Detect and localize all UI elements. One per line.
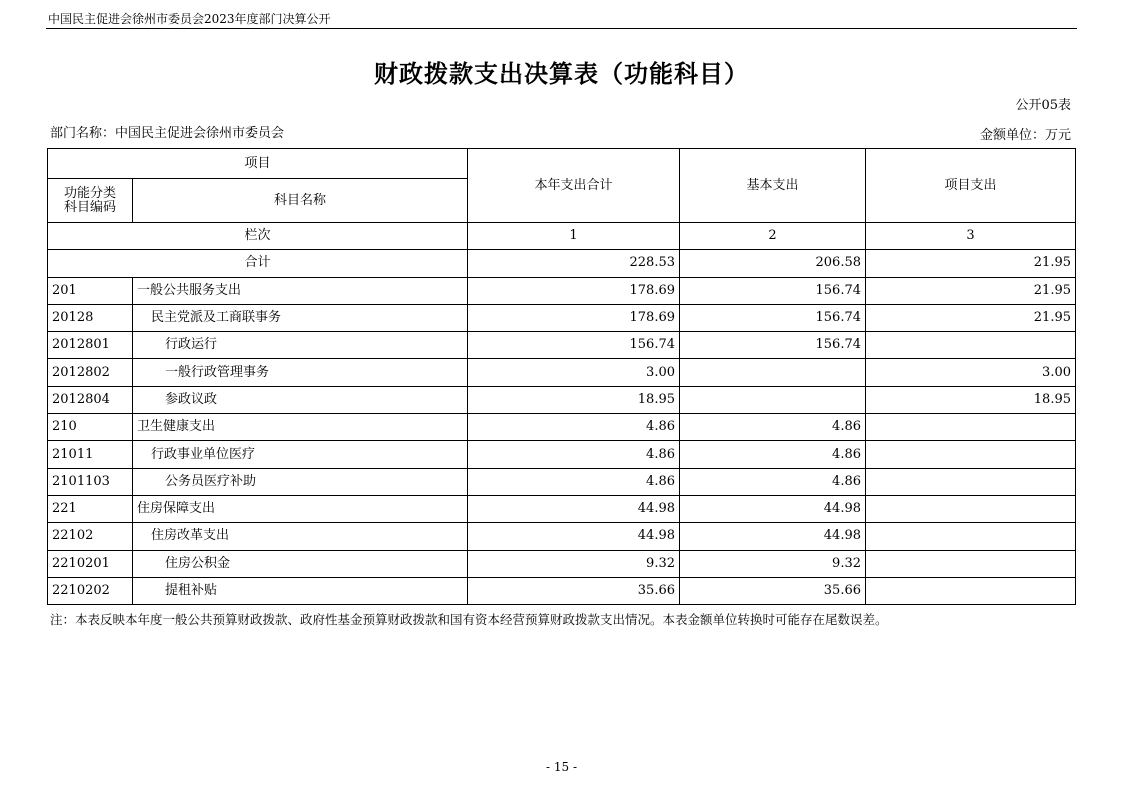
row-code: 2012801	[48, 332, 133, 359]
row-name: 民主党派及工商联事务	[133, 304, 468, 331]
total-basic: 206.58	[680, 250, 866, 277]
row-code: 2012804	[48, 386, 133, 413]
row-project	[866, 441, 1076, 468]
row-total: 3.00	[468, 359, 680, 386]
row-project	[866, 414, 1076, 441]
total-project: 21.95	[866, 250, 1076, 277]
running-header: 中国民主促进会徐州市委员会2023年度部门决算公开	[48, 12, 331, 26]
row-project: 18.95	[866, 386, 1076, 413]
row-total: 156.74	[468, 332, 680, 359]
row-basic: 4.86	[680, 414, 866, 441]
row-basic	[680, 359, 866, 386]
row-code: 2101103	[48, 468, 133, 495]
row-code: 22102	[48, 523, 133, 550]
page-number: - 15 -	[545, 760, 577, 774]
row-code: 2012802	[48, 359, 133, 386]
row-code: 201	[48, 277, 133, 304]
row-code: 2210201	[48, 550, 133, 577]
row-name: 一般行政管理事务	[133, 359, 468, 386]
header-name: 科目名称	[133, 179, 468, 223]
row-total: 178.69	[468, 277, 680, 304]
total-row	[48, 250, 1076, 277]
row-project	[866, 332, 1076, 359]
row-project: 21.95	[866, 304, 1076, 331]
header-item: 项目	[48, 149, 468, 179]
row-basic: 44.98	[680, 495, 866, 522]
header-divider	[46, 28, 1077, 29]
row-project	[866, 577, 1076, 604]
department-name: 部门名称：中国民主促进会徐州市委员会	[50, 126, 285, 141]
row-code: 2210202	[48, 577, 133, 604]
table-row	[48, 359, 1076, 386]
table-row	[48, 332, 1076, 359]
row-project: 21.95	[866, 277, 1076, 304]
amount-unit: 金额单位：万元	[979, 128, 1071, 143]
row-total: 9.32	[468, 550, 680, 577]
header-code: 功能分类科目编码	[48, 179, 133, 223]
total-label: 合计	[48, 250, 468, 277]
row-basic: 4.86	[680, 468, 866, 495]
expenditure-table	[47, 148, 1076, 605]
table-row	[48, 577, 1076, 604]
row-total: 4.86	[468, 414, 680, 441]
row-basic: 35.66	[680, 577, 866, 604]
table-note: 注：本表反映本年度一般公共预算财政拨款、政府性基金预算财政拨款和国有资本经营预算财政拨款支出情况。本表金额单位转换时可能存在尾数误差。	[50, 612, 888, 627]
row-project	[866, 495, 1076, 522]
row-project	[866, 468, 1076, 495]
row-total: 178.69	[468, 304, 680, 331]
row-code: 21011	[48, 441, 133, 468]
col-number-2: 2	[680, 223, 866, 250]
row-name: 住房改革支出	[133, 523, 468, 550]
total-amount: 228.53	[468, 250, 680, 277]
row-basic: 156.74	[680, 304, 866, 331]
table-row	[48, 441, 1076, 468]
row-project: 3.00	[866, 359, 1076, 386]
table-row	[48, 386, 1076, 413]
row-basic: 156.74	[680, 332, 866, 359]
row-code: 20128	[48, 304, 133, 331]
row-name: 行政事业单位医疗	[133, 441, 468, 468]
row-code: 221	[48, 495, 133, 522]
header-project: 项目支出	[866, 149, 1076, 223]
row-project	[866, 550, 1076, 577]
row-name: 卫生健康支出	[133, 414, 468, 441]
col-number-1: 1	[468, 223, 680, 250]
row-basic: 44.98	[680, 523, 866, 550]
row-name: 公务员医疗补助	[133, 468, 468, 495]
row-basic: 4.86	[680, 441, 866, 468]
row-name: 参政议政	[133, 386, 468, 413]
header-basic: 基本支出	[680, 149, 866, 223]
row-total: 18.95	[468, 386, 680, 413]
table-row	[48, 304, 1076, 331]
row-basic: 9.32	[680, 550, 866, 577]
table-row	[48, 277, 1076, 304]
row-name: 一般公共服务支出	[133, 277, 468, 304]
row-name: 住房保障支出	[133, 495, 468, 522]
header-total: 本年支出合计	[468, 149, 680, 223]
row-total: 44.98	[468, 495, 680, 522]
col-number-3: 3	[866, 223, 1076, 250]
table-row	[48, 414, 1076, 441]
table-row	[48, 523, 1076, 550]
row-total: 35.66	[468, 577, 680, 604]
row-code: 210	[48, 414, 133, 441]
row-total: 4.86	[468, 441, 680, 468]
row-name: 提租补贴	[133, 577, 468, 604]
row-name: 住房公积金	[133, 550, 468, 577]
row-total: 44.98	[468, 523, 680, 550]
form-number: 公开05表	[1015, 98, 1071, 113]
row-label: 栏次	[48, 223, 468, 250]
table-row	[48, 468, 1076, 495]
row-basic: 156.74	[680, 277, 866, 304]
row-basic	[680, 386, 866, 413]
table-row	[48, 495, 1076, 522]
row-name: 行政运行	[133, 332, 468, 359]
row-project	[866, 523, 1076, 550]
page-title: 财政拨款支出决算表（功能科目）	[374, 59, 749, 88]
row-total: 4.86	[468, 468, 680, 495]
table-row	[48, 550, 1076, 577]
